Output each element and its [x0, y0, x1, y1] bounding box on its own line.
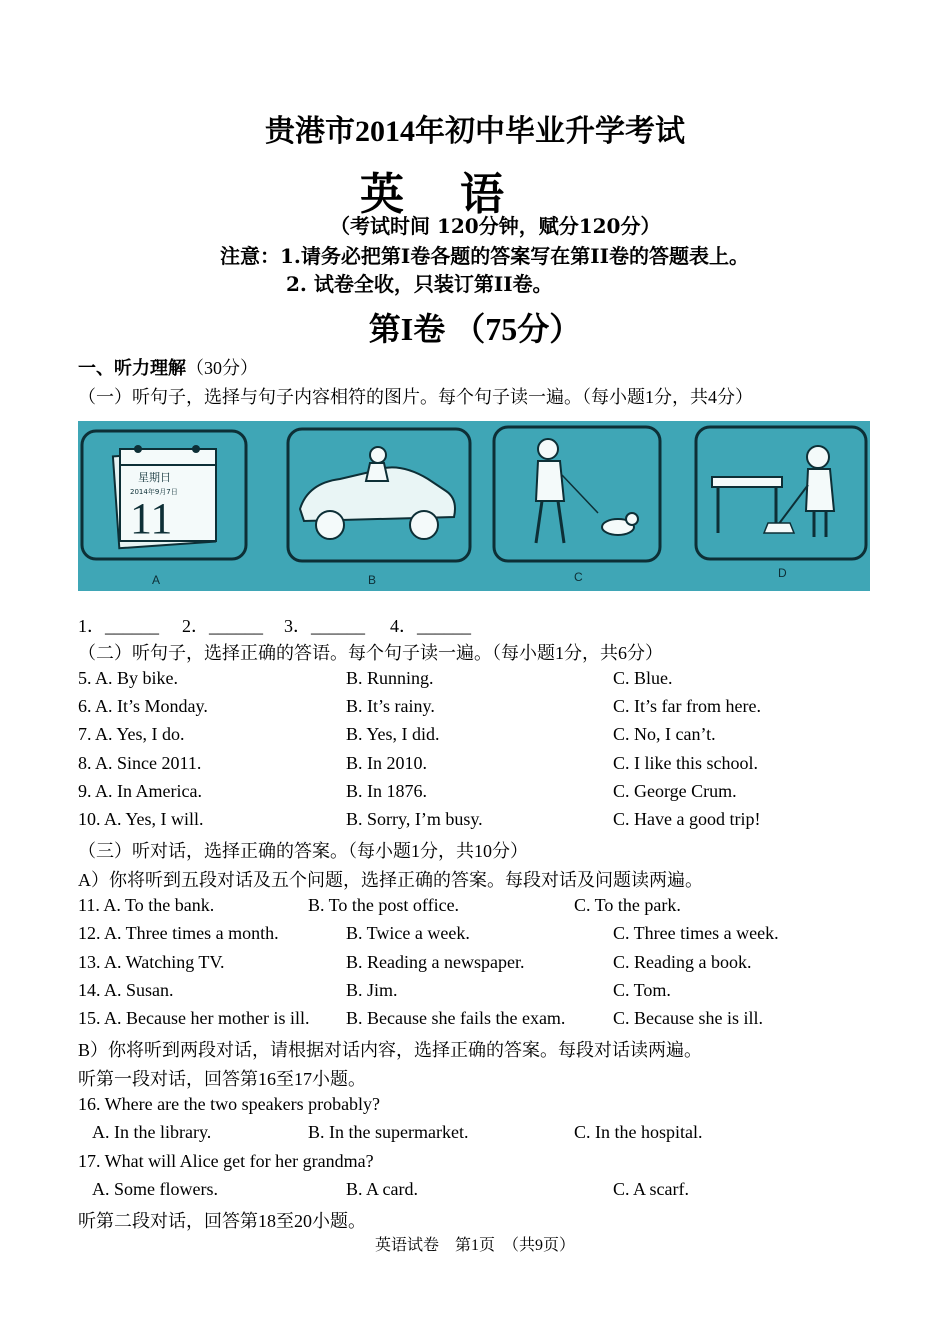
- question-16: 16. Where are the two speakers probably?: [78, 1094, 381, 1114]
- option-a: 9. A. In America.: [78, 781, 202, 801]
- part1-instruction: （一）听句子，选择与句子内容相符的图片。每个句子读一遍。（每小题1分，共4分）: [78, 387, 753, 407]
- option-b: B. A card.: [346, 1179, 418, 1199]
- option-b: B. In 2010.: [346, 753, 427, 773]
- option-a: 12. A. Three times a month.: [78, 923, 279, 943]
- picture-d-girl-sweeping: [696, 427, 866, 580]
- option-a: A. In the library.: [92, 1122, 212, 1142]
- question-row: [78, 1008, 878, 1034]
- answer-blank-3[interactable]: 3．______: [284, 616, 365, 636]
- option-b: B. Sorry, I’m busy.: [346, 809, 483, 829]
- option-b: B. Because she fails the exam.: [346, 1008, 566, 1028]
- answer-blank-1[interactable]: 1．______: [78, 616, 159, 636]
- option-a: 6. A. It’s Monday.: [78, 696, 208, 716]
- dialogue2-instruction: 听第二段对话，回答第18至20小题。: [78, 1211, 366, 1231]
- picture-c-girl-walking-dog: [494, 427, 660, 584]
- question-row: [78, 724, 878, 750]
- picture-a-calendar: [82, 431, 246, 587]
- option-b: B. It’s rainy.: [346, 696, 435, 716]
- option-c: C. Blue.: [613, 668, 673, 688]
- page-footer: 英语试卷 第1页 （共9页）: [374, 1237, 575, 1254]
- volume-heading: 第I卷 （75分）: [368, 311, 582, 347]
- question-row: [78, 781, 878, 807]
- section-heading-points: （30分）: [186, 358, 258, 378]
- question-row: [78, 696, 878, 722]
- option-c: C. I like this school.: [613, 753, 758, 773]
- option-a: 5. A. By bike.: [78, 668, 179, 688]
- picture-label-d: D: [778, 566, 787, 580]
- calendar-date: 2014年9月7日: [130, 488, 178, 496]
- answer-blank-2[interactable]: 2．______: [182, 616, 263, 636]
- option-a: 7. A. Yes, I do.: [78, 724, 185, 744]
- option-c: C. Because she is ill.: [613, 1008, 763, 1028]
- option-b: B. Twice a week.: [346, 923, 470, 943]
- calendar-weekday: 星期日: [138, 471, 171, 484]
- option-c: C. Three times a week.: [613, 923, 779, 943]
- answer-blanks: [78, 612, 878, 638]
- option-a: 14. A. Susan.: [78, 980, 174, 1000]
- listening-pictures: [78, 421, 870, 591]
- calendar-day: 11: [130, 494, 173, 543]
- question-row: [78, 753, 878, 779]
- option-c: C. Reading a book.: [613, 952, 752, 972]
- option-a: 15. A. Because her mother is ill.: [78, 1008, 310, 1028]
- option-b: B. Reading a newspaper.: [346, 952, 525, 972]
- option-b: B. In 1876.: [346, 781, 427, 801]
- question-row: [78, 895, 878, 921]
- option-b: B. In the supermarket.: [308, 1122, 469, 1142]
- part3-instruction: （三）听对话，选择正确的答案。（每小题1分，共10分）: [78, 841, 528, 861]
- exam-title: 贵港市2014年初中毕业升学考试: [265, 115, 685, 148]
- option-a: A. Some flowers.: [92, 1179, 218, 1199]
- section-heading: [78, 354, 258, 380]
- option-c: C. Have a good trip!: [613, 809, 761, 829]
- option-c: C. It’s far from here.: [613, 696, 761, 716]
- notice-1: 注意：1.请务必把第I卷各题的答案写在第II卷的答题表上。: [220, 244, 749, 268]
- subject-char-1: 英: [360, 170, 404, 219]
- question-row: [78, 809, 878, 835]
- question-row: [78, 1179, 878, 1205]
- question-row: [78, 668, 878, 694]
- option-c: C. Tom.: [613, 980, 671, 1000]
- subject-char-2: 语: [460, 170, 504, 219]
- exam-time-note: （考试时间 120分钟，赋分120分）: [330, 214, 661, 238]
- option-a: 8. A. Since 2011.: [78, 753, 202, 773]
- part3-b-instruction: B）你将听到两段对话，请根据对话内容，选择正确的答案。每段对话读两遍。: [78, 1040, 703, 1060]
- part3-a-instruction: A）你将听到五段对话及五个问题，选择正确的答案。每段对话及问题读两遍。: [78, 870, 703, 890]
- answer-blank-4[interactable]: 4．______: [390, 616, 471, 636]
- part2-instruction: （二）听句子，选择正确的答语。每个句子读一遍。（每小题1分，共6分）: [78, 643, 663, 663]
- option-c: C. To the park.: [574, 895, 681, 915]
- question-row: [78, 980, 878, 1006]
- option-a: 10. A. Yes, I will.: [78, 809, 204, 829]
- option-b: B. Running.: [346, 668, 434, 688]
- question-17: 17. What will Alice get for her grandma?: [78, 1151, 374, 1171]
- option-b: B. Yes, I did.: [346, 724, 440, 744]
- option-c: C. No, I can’t.: [613, 724, 716, 744]
- question-row: [78, 923, 878, 949]
- picture-label-c: C: [574, 570, 583, 584]
- option-a: 11. A. To the bank.: [78, 895, 215, 915]
- option-c: C. In the hospital.: [574, 1122, 703, 1142]
- option-c: C. George Crum.: [613, 781, 737, 801]
- picture-label-b: B: [368, 573, 377, 587]
- option-a: 13. A. Watching TV.: [78, 952, 225, 972]
- option-b: B. Jim.: [346, 980, 398, 1000]
- question-row: [78, 952, 878, 978]
- option-c: C. A scarf.: [613, 1179, 689, 1199]
- question-row: [78, 1122, 878, 1148]
- notice-2: 2. 试卷全收，只装订第II卷。: [286, 272, 553, 296]
- picture-b-car: [288, 429, 470, 587]
- section-heading-title: 一、听力理解: [78, 358, 186, 378]
- option-b: B. To the post office.: [308, 895, 460, 915]
- dialogue1-instruction: 听第一段对话，回答第16至17小题。: [78, 1069, 366, 1089]
- picture-label-a: A: [152, 573, 161, 587]
